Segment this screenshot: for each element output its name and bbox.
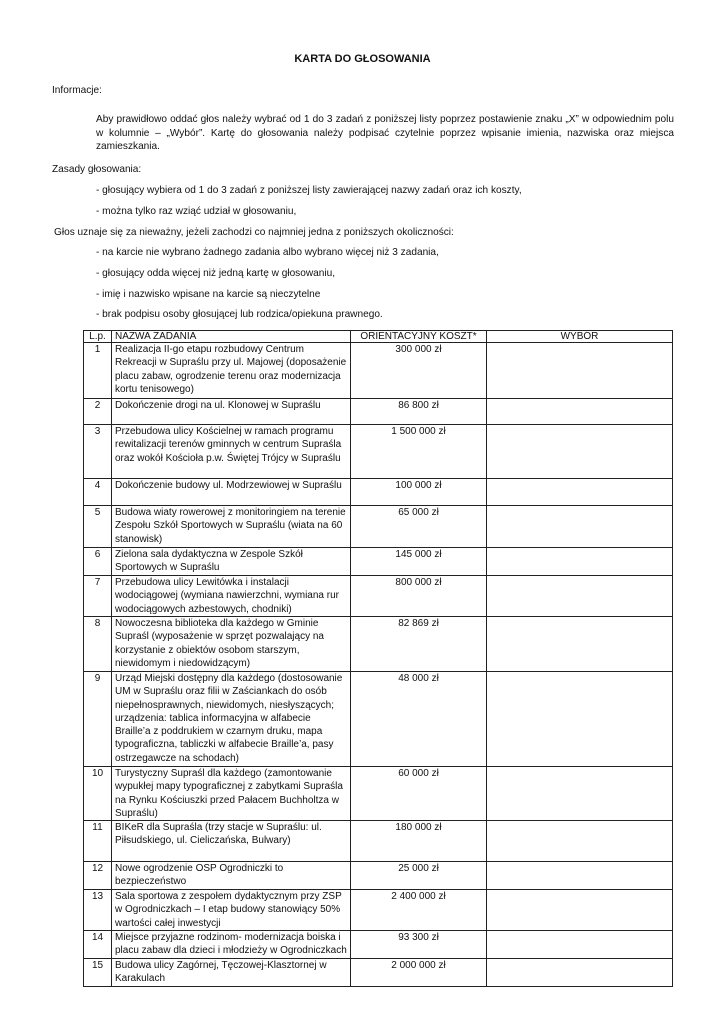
row-cost: 2 000 000 zł: [351, 959, 487, 987]
vote-cell[interactable]: [487, 576, 673, 617]
row-task-name: Przebudowa ulicy Lewitówka i instalacji wodociągowej (wymiana nawierzchni, wymiana rur wodociągowych azbestowych, chodniki): [112, 576, 351, 617]
rules-label: Zasady głosowania:: [52, 164, 142, 175]
invalid-rule-item: - brak podpisu osoby głosującej lub rodzica/opiekuna prawnego.: [96, 309, 383, 320]
table-header-row: [84, 331, 673, 343]
row-lp: 15: [84, 959, 112, 987]
row-lp: 2: [84, 399, 112, 425]
vote-cell[interactable]: [487, 548, 673, 576]
header-cost: ORIENTACYJNY KOSZT*: [351, 331, 487, 343]
invalid-rule-item: - imię i nazwisko wpisane na karcie są nieczytelne: [96, 289, 321, 300]
row-task-name: Zielona sala dydaktyczna w Zespole Szkół Sportowych w Supraślu: [112, 548, 351, 576]
table-row: [84, 399, 673, 425]
row-lp: 8: [84, 617, 112, 672]
row-cost: 2 400 000 zł: [351, 890, 487, 931]
row-task-name: Nowoczesna biblioteka dla każdego w Gminie Supraśl (wyposażenie w sprzęt pozwalający na korzystanie z obiektów osobom starszym, niewidomym i niedowidzącym): [112, 617, 351, 672]
row-lp: 10: [84, 767, 112, 821]
table-row: [84, 821, 673, 862]
table-row: [84, 862, 673, 890]
table-row: [84, 617, 673, 672]
table-row: [84, 890, 673, 931]
row-task-name: Dokończenie drogi na ul. Klonowej w Supraślu: [112, 399, 351, 425]
vote-cell[interactable]: [487, 821, 673, 862]
table-row: [84, 425, 673, 479]
invalid-rule-item: - na karcie nie wybrano żadnego zadania albo wybrano więcej niż 3 zadania,: [96, 247, 439, 258]
rule-item: - głosujący wybiera od 1 do 3 zadań z poniższej listy zawierającej nazwy zadań oraz ich koszty,: [96, 185, 522, 196]
vote-cell[interactable]: [487, 862, 673, 890]
row-lp: 4: [84, 479, 112, 506]
row-lp: 11: [84, 821, 112, 862]
row-cost: 145 000 zł: [351, 548, 487, 576]
row-cost: 82 869 zł: [351, 617, 487, 672]
row-task-name: Budowa ulicy Zagórnej, Tęczowej-Klasztornej w Karakulach: [112, 959, 351, 987]
vote-cell[interactable]: [487, 425, 673, 479]
table-row: [84, 576, 673, 617]
row-task-name: Turystyczny Supraśl dla każdego (zamontowanie wypukłej mapy typograficznej z zabytkami Supraśla na Rynku Kościuszki przed Pałacem Buchholtza w Supraślu): [112, 767, 351, 821]
invalid-label: Głos uznaje się za nieważny, jeżeli zachodzi co najmniej jedna z poniższych okoliczności:: [54, 227, 454, 238]
vote-cell[interactable]: [487, 767, 673, 821]
row-cost: 1 500 000 zł: [351, 425, 487, 479]
row-lp: 7: [84, 576, 112, 617]
row-lp: 12: [84, 862, 112, 890]
intro-paragraph: Aby prawidłowo oddać głos należy wybrać od 1 do 3 zadań z poniższej listy poprzez postawienie znaku „X” w odpowiednim polu w kolumnie – „Wybór”. Kartę do głosowania należy podpisać czytelnie poprzez wpisanie imienia, nazwiska oraz miejsca zamieszkania.: [96, 114, 674, 153]
header-name: NAZWA ZADANIA: [112, 331, 351, 343]
vote-cell[interactable]: [487, 890, 673, 931]
row-task-name: Budowa wiaty rowerowej z monitoringiem na terenie Zespołu Szkół Sportowych w Supraślu (wiata na 60 stanowisk): [112, 506, 351, 548]
row-cost: 48 000 zł: [351, 672, 487, 767]
invalid-rule-item: - głosujący odda więcej niż jedną kartę w głosowaniu,: [96, 268, 336, 279]
vote-cell[interactable]: [487, 506, 673, 548]
row-task-name: Przebudowa ulicy Kościelnej w ramach programu rewitalizacji terenów gminnych w centrum Supraśla oraz wokół Kościoła p.w. Świętej Trójcy w Supraślu: [112, 425, 351, 479]
row-task-name: Sala sportowa z zespołem dydaktycznym przy ZSP w Ogrodniczkach – I etap budowy stanowiący 50% wartości całej inwestycji: [112, 890, 351, 931]
row-task-name: Realizacja II-go etapu rozbudowy Centrum Rekreacji w Supraślu przy ul. Majowej (doposażenie placu zabaw, ogrodzenie terenu oraz modernizacja kortu tenisowego): [112, 343, 351, 399]
row-task-name: Miejsce przyjazne rodzinom- modernizacja boiska i placu zabaw dla dzieci i młodzieży w Ogrodniczkach: [112, 931, 351, 959]
row-cost: 65 000 zł: [351, 506, 487, 548]
row-cost: 180 000 zł: [351, 821, 487, 862]
vote-cell[interactable]: [487, 399, 673, 425]
row-task-name: Urząd Miejski dostępny dla każdego (dostosowanie UM w Supraślu oraz filii w Zaściankach do osób niepełnosprawnych, niewidomych, niesłyszących; urządzenia: tablica informacyjna w alfabecie Braille’a z poddrukiem w czarnym druku, mapa typograficzna, tabliczki w alfabecie Braille’a, pasy ostrzegawcze na schodach): [112, 672, 351, 767]
row-task-name: Dokończenie budowy ul. Modrzewiowej w Supraślu: [112, 479, 351, 506]
row-cost: 800 000 zł: [351, 576, 487, 617]
header-lp: L.p.: [84, 331, 112, 343]
row-lp: 6: [84, 548, 112, 576]
header-vote: WYBÓR: [487, 331, 673, 343]
vote-cell[interactable]: [487, 343, 673, 399]
row-lp: 1: [84, 343, 112, 399]
table-row: [84, 479, 673, 506]
row-lp: 5: [84, 506, 112, 548]
row-task-name: BIKeR dla Supraśla (trzy stacje w Supraślu: ul. Piłsudskiego, ul. Cieliczańska, Bulwary): [112, 821, 351, 862]
table-row: [84, 767, 673, 821]
table-row: [84, 343, 673, 399]
vote-cell[interactable]: [487, 479, 673, 506]
row-lp: 14: [84, 931, 112, 959]
info-label: Informacje:: [52, 85, 102, 96]
row-cost: 100 000 zł: [351, 479, 487, 506]
ballot-table: [83, 330, 673, 987]
rule-item: - można tylko raz wziąć udział w głosowaniu,: [96, 206, 297, 217]
page-title: KARTA DO GŁOSOWANIA: [294, 53, 431, 65]
table-row: [84, 548, 673, 576]
row-cost: 86 800 zł: [351, 399, 487, 425]
row-cost: 93 300 zł: [351, 931, 487, 959]
vote-cell[interactable]: [487, 617, 673, 672]
row-lp: 9: [84, 672, 112, 767]
vote-cell[interactable]: [487, 672, 673, 767]
row-task-name: Nowe ogrodzenie OSP Ogrodniczki to bezpieczeństwo: [112, 862, 351, 890]
vote-cell[interactable]: [487, 959, 673, 987]
vote-cell[interactable]: [487, 931, 673, 959]
table-row: [84, 959, 673, 987]
table-row: [84, 506, 673, 548]
row-lp: 13: [84, 890, 112, 931]
row-lp: 3: [84, 425, 112, 479]
table-row: [84, 931, 673, 959]
table-row: [84, 672, 673, 767]
row-cost: 25 000 zł: [351, 862, 487, 890]
row-cost: 300 000 zł: [351, 343, 487, 399]
row-cost: 60 000 zł: [351, 767, 487, 821]
